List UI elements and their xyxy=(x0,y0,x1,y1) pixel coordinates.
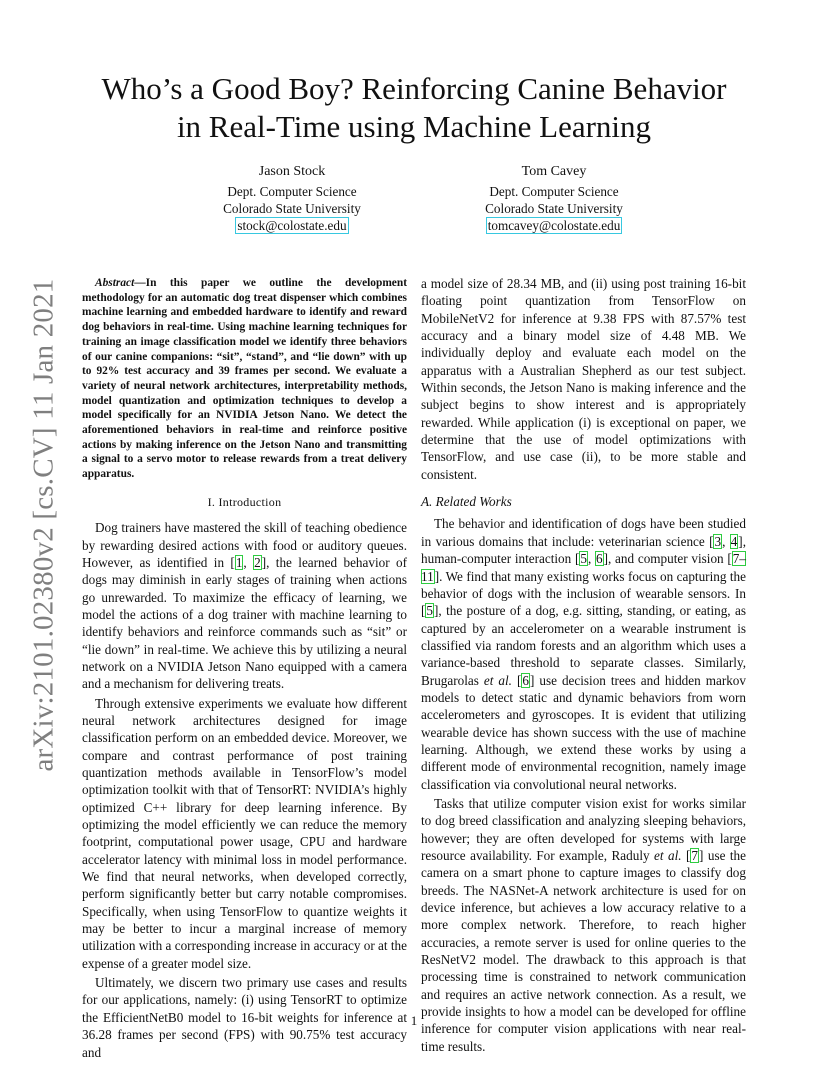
paper-title xyxy=(60,70,768,146)
section-heading: I. Introduction xyxy=(207,494,282,509)
intro-paragraph-2: Through extensive experiments we evaluate how different neural network architectures designed for image classification perform on an embedded device. Moreover, we compare and contrast performance of post training quantization methods available in TensorFlow’s model optimization toolkit with that of TensorRT: NVIDIA’s highly optimized C++ library for deep learning inference. By optimizing the model efficiently we can reduce the memory footprint, computational power usage, CPU and hardware accelerator latency with minimal loss in model performance. We find that neural networks, when developed correctly, perform significantly better but carry notable compromises. Specifically, when using TensorFlow to quantize weights it may be better to incur a marginal increase of memory utilization with a corresponding increase in accuracy or at the expense of a greater model size. xyxy=(82,695,407,971)
title-line-1: Who’s a Good Boy? Reinforcing Canine Behavior xyxy=(101,71,727,106)
related-paragraph-1: The behavior and identification of dogs have been studied in various domains that include: veterinarian science [3, 4], human-computer interaction [5, 6], and computer vision [7–11]. We find that many existing works focus on capturing the behavior of dogs with the inclusion of wearable sensors. In [5], the posture of a dog, e.g. sitting, standing, or eating, as captured by an accelerometer on a wearable instrument is classified via random forests and an algorithm which uses a variance-based threshold to separate classes. Similarly, Brugarolas et al. [6] use decision trees and hidden markov models to detect static and dynamic behaviors from worn accelerometers and gyroscopes. It is evident that utilizing wearable device has shown success with the use of machine learning. Although, we extend these works by using a different mode of environmental recognition, namely image classification via convolutional neural networks. xyxy=(421,516,746,792)
citation-link[interactable]: 7–11 xyxy=(421,551,746,584)
abstract-label: Abstract xyxy=(95,277,135,289)
title-line-2: in Real-Time using Machine Learning xyxy=(176,109,652,144)
citation-link[interactable]: 5 xyxy=(426,603,433,619)
author-email-link[interactable]: stock@colostate.edu xyxy=(237,218,347,233)
citation-link[interactable]: 7 xyxy=(691,848,698,863)
author-block-1 xyxy=(172,163,412,234)
et-al: et al. xyxy=(483,672,512,688)
arxiv-stamp-text: arXiv:2101.02380v2 [cs.CV] 11 Jan 2021 xyxy=(27,278,60,772)
page-number: 1 xyxy=(410,1013,418,1028)
arxiv-stamp xyxy=(22,278,66,772)
citation-link[interactable]: 1 xyxy=(235,554,243,570)
intro-paragraph-3: Ultimately, we discern two primary use cases and results for our applications, namely: (i) using TensorRT to optimize the EfficientNetB0 model to 16-bit weights for inference at 36.28 frames per second (FPS) with 90.75% test accuracy and xyxy=(82,975,407,1060)
abstract xyxy=(82,276,407,482)
related-paragraph-2: Tasks that utilize computer vision exist for works similar to dog breed classification and analyzing sleeping behaviors, however; they are often developed for systems with large resource availability. For example, Raduly et al. [7] use the camera on a smart phone to capture images to classify dog breeds. The NASNet-A network architecture is used for on device inference, but achieves a low accuracy relative to a more complex network. Therefore, to reach higher accuracies, a remote server is used for online queries to the ResNetV2 model. The drawback to this approach is that processing time is constrained to network communication and requires an active network connection. As a result, we provide insights to how a model can be developed for offline inference for computer vision applications with near real-time results. xyxy=(421,795,746,1054)
et-al: et al. xyxy=(654,848,682,863)
author-university: Colorado State University xyxy=(223,201,361,216)
author-name: Jason Stock xyxy=(258,164,326,179)
citation-link[interactable]: 2 xyxy=(254,554,261,570)
left-column xyxy=(82,276,407,1061)
citation-link[interactable]: 4 xyxy=(730,533,738,549)
author-dept: Dept. Computer Science xyxy=(489,184,619,199)
author-block-2 xyxy=(434,163,674,234)
intro-paragraph-1: Dog trainers have mastered the skill of teaching obedience by rewarding desired actions with food or auditory queues. However, as identified in [1, 2], the learned behavior of dogs may diminish in early stages of training when actions go unrewarded. To maximize the efficacy of learning, we model the actions of a dog trainer with machine learning to identify behaviors and reinforce commands such as “sit” or “lie down” in real-time. We achieve this by utilizing a neural network on a NVIDIA Jetson Nano equipped with a camera and a mechanism for delivering treats. xyxy=(82,520,407,692)
citation-link[interactable]: 6 xyxy=(522,672,529,688)
author-dept: Dept. Computer Science xyxy=(227,184,357,199)
author-email-link[interactable]: tomcavey@colostate.edu xyxy=(487,218,621,233)
subsection-heading: A. Related Works xyxy=(421,494,512,510)
citation-link[interactable]: 6 xyxy=(596,551,603,567)
author-name: Tom Cavey xyxy=(521,164,587,179)
citation-link[interactable]: 3 xyxy=(714,533,722,549)
abstract-text: —In this paper we outline the development methodology for an automatic dog treat dispenser which combines machine learning and embedded hardware to identify and reward dog behaviors in real-time. Using machine learning techniques for training an image classification model we identify three behaviors of our canine companions: “sit”, “stand”, and “lie down” with up to 92% test accuracy and 39 frames per second. We evaluate a variety of neural network architectures, interpretability methods, model quantization and optimization techniques to develop a model specifically for an NVIDIA Jetson Nano. We detect the aforementioned behaviors in real-time and reinforce positive actions by making inference on the Jetson Nano and transmitting a signal to a servo motor to release rewards from a treat delivery apparatus. xyxy=(82,277,407,481)
citation-link[interactable]: 5 xyxy=(580,551,587,567)
intro-paragraph-3-continued: a model size of 28.34 MB, and (ii) using post training 16-bit floating point quantization from TensorFlow on MobileNetV2 for inference at 9.38 FPS with 87.57% test accuracy and a binary model size of 4.48 MB. We individually deploy and evaluate each model on the apparatus with a Australian Shepherd as our test subject. Within seconds, the Jetson Nano is making inference and the subject begins to show interest and is appropriately rewarded. While application (i) is exceptional on paper, we determine that the use of model optimizations with TensorFlow, and use case (ii), to be more stable and consistent. xyxy=(421,276,746,482)
right-column xyxy=(421,275,746,1055)
author-university: Colorado State University xyxy=(485,201,623,216)
